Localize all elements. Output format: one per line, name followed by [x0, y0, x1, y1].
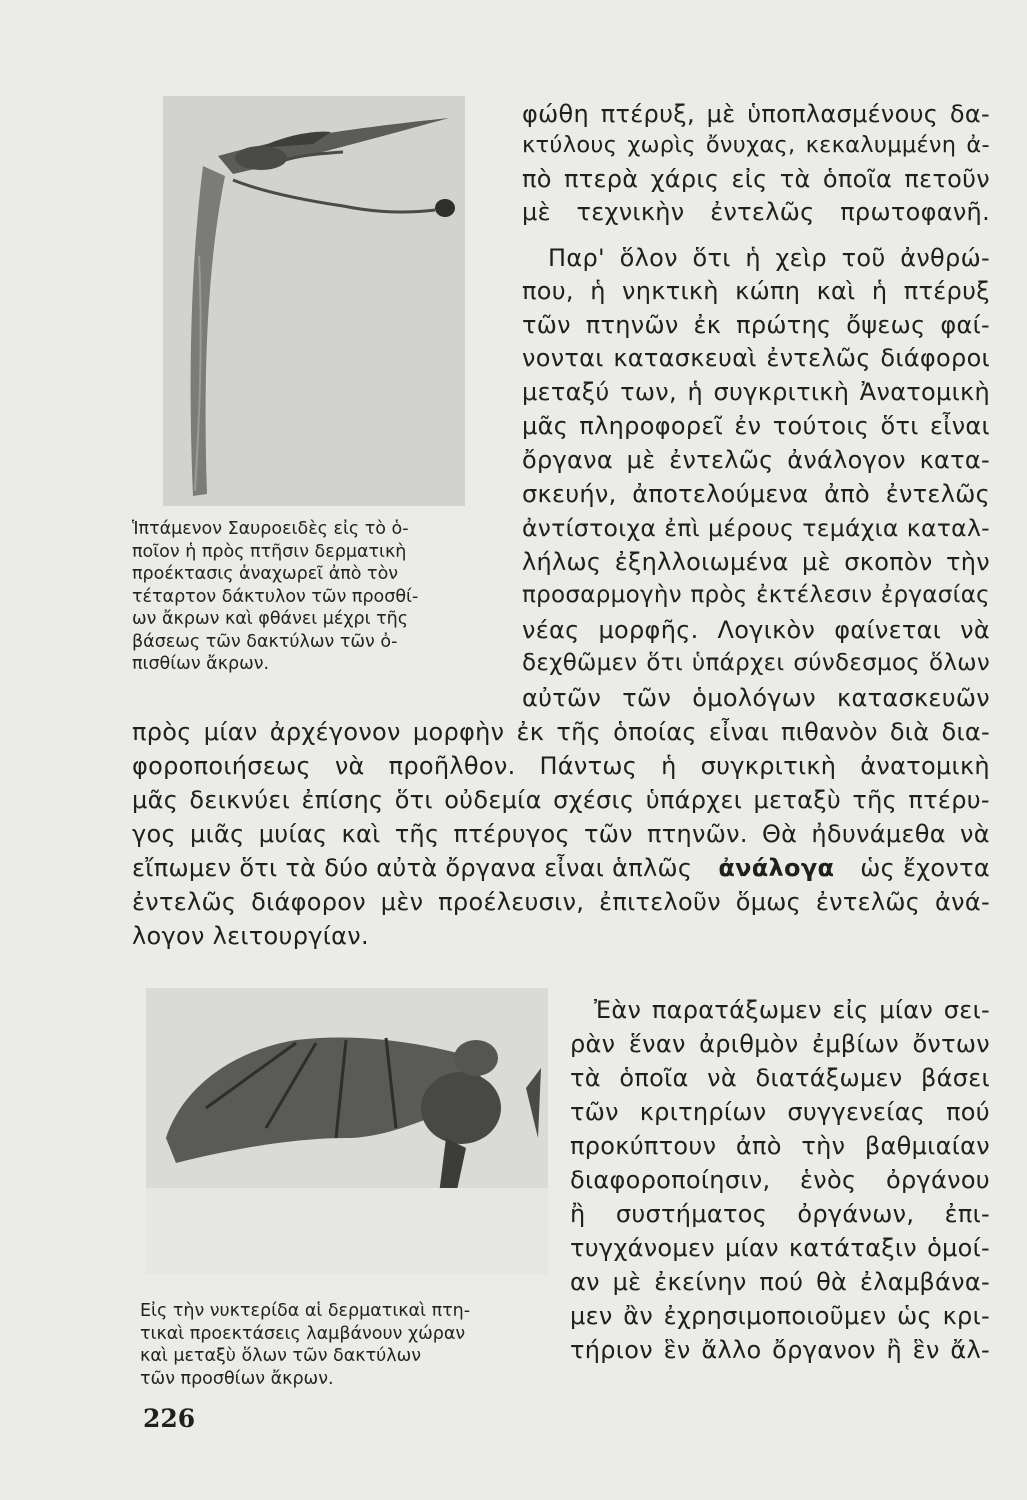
text-line — [570, 1064, 990, 1092]
word: ἓν — [912, 1336, 940, 1364]
word: ἡ — [871, 277, 888, 305]
word: Παρ' — [548, 244, 605, 272]
word: προέλευσιν, — [438, 888, 585, 916]
word: ἐντελῶς — [710, 198, 815, 226]
text-line — [522, 165, 990, 193]
word: ὄψεως — [846, 311, 926, 339]
word: ὁποῖα — [822, 165, 893, 193]
word: φαίνεται — [834, 616, 942, 644]
word: τῆς — [556, 718, 601, 746]
word: ἐπίσης — [301, 786, 384, 814]
word: διὰ — [889, 718, 930, 746]
word: ἐκ — [516, 718, 545, 746]
word: βαθμιαίαν — [864, 1132, 990, 1160]
word: συγκριτικὴ — [700, 752, 837, 780]
word: ὅτι — [646, 650, 683, 676]
text-line — [132, 888, 990, 916]
word: τὰ — [570, 1064, 601, 1092]
word: πιθανὸν — [781, 718, 878, 746]
word: ὑπάρχει — [645, 786, 743, 814]
word: μεταξὺ — [753, 786, 842, 814]
word: ἀποτελούμενα — [632, 480, 809, 508]
word: καὶ — [816, 277, 856, 305]
word: κατασκευῶν — [837, 684, 990, 712]
word: νὰ — [960, 820, 990, 848]
word: κτύλους — [522, 132, 618, 158]
text-line — [522, 198, 990, 226]
word: ὅλων — [928, 650, 990, 676]
word: τοῦ — [841, 244, 886, 272]
word: πὸ — [522, 165, 552, 193]
word: τυγχάνομεν — [570, 1234, 715, 1262]
word: χωρὶς — [627, 132, 696, 158]
word: τῆς — [394, 820, 440, 848]
word: ἡ — [687, 378, 703, 406]
word: συστήματος — [615, 1200, 768, 1228]
caption-line: προέκτασις ἀναχωρεῖ ἀπὸ τὸν — [132, 564, 399, 584]
word: νὰ — [334, 752, 365, 780]
word: διάφορον — [251, 888, 366, 916]
caption-line: Ἱπτάμενον Σαυροειδὲς εἰς τὸ ὁ- — [132, 519, 409, 539]
word: πτέρυγος — [453, 820, 570, 848]
word: παρατάξωμεν — [651, 996, 822, 1024]
word: ὄργανα — [522, 446, 613, 474]
word: τὴν — [801, 1132, 846, 1160]
word: ἐκείνην — [654, 1268, 747, 1296]
word: τῶν — [622, 684, 672, 712]
word: ἢ — [886, 1336, 902, 1364]
text-line — [570, 1268, 990, 1296]
word: ἀντίστοιχα — [522, 514, 657, 542]
word: μορφὴν — [412, 718, 505, 746]
word: ἐξηλλοιωμένα — [614, 548, 789, 576]
word: ὄνυχας, — [705, 132, 796, 158]
text-line — [522, 650, 990, 676]
word: κεκαλυμμένη — [805, 132, 957, 158]
word: κρι- — [942, 1302, 990, 1330]
word: μὲ — [626, 446, 656, 474]
text-line — [132, 786, 990, 814]
text-line — [570, 1132, 990, 1160]
word: ἡ — [661, 752, 677, 780]
word: Πάντως — [539, 752, 638, 780]
word: μὲ — [706, 100, 736, 128]
word: μὲ — [612, 1268, 642, 1296]
text-line — [522, 277, 990, 305]
word: φαί- — [940, 311, 990, 339]
word: μίαν — [203, 718, 258, 746]
word: ὁμοί- — [927, 1234, 990, 1262]
word: διατάξωμεν — [755, 1064, 903, 1092]
word: οὐδεμία — [444, 786, 542, 814]
text-line — [522, 311, 990, 339]
word: συγγενείας — [787, 1098, 926, 1126]
word: τῆς — [852, 786, 898, 814]
word: μυίας — [258, 820, 328, 848]
caption-line: ων ἄκρων καὶ φθάνει μέχρι τῆς — [132, 609, 408, 629]
text-line — [522, 582, 990, 608]
word: ὅμως — [735, 888, 802, 916]
word: χεὶρ — [775, 244, 827, 272]
text-line — [522, 548, 990, 576]
word: ὑποπλασμένους — [747, 100, 939, 128]
word: ὁποῖα — [619, 1064, 689, 1092]
word: ἐντελῶς — [132, 888, 237, 916]
pterosaur-figure — [163, 96, 465, 506]
word: πτέρυ- — [908, 786, 990, 814]
word: σκευήν, — [522, 480, 617, 508]
word: μᾶς — [522, 412, 569, 440]
word: μορφῆς. — [598, 616, 699, 644]
word: τὰ — [779, 165, 811, 193]
text-line — [132, 820, 990, 848]
word: ὑπάρχει — [691, 650, 785, 676]
word: ἐντελῶς — [885, 480, 990, 508]
word: Λογικὸν — [717, 616, 816, 644]
text-line — [522, 412, 990, 440]
word: κατάταξιν — [788, 1234, 918, 1262]
word: συγκριτικὴ — [713, 378, 850, 406]
word: ὅτι — [692, 244, 731, 272]
word: θὰ — [816, 1268, 848, 1296]
word: τεμάχια — [802, 514, 899, 542]
word: Ἀνατομικὴ — [859, 378, 990, 406]
word: σύνδεσμος — [793, 650, 921, 676]
word: νηκτικὴ — [622, 277, 719, 305]
word: γος — [132, 820, 176, 848]
word: πρὸς — [690, 582, 748, 608]
word: ἀ- — [966, 132, 990, 158]
caption-line: βάσεως τῶν δακτύλων τῶν ὀ- — [132, 631, 398, 652]
word: πρώτης — [736, 311, 832, 339]
word: καὶ — [341, 820, 381, 848]
text-line — [594, 996, 990, 1024]
word: μεταξύ — [522, 378, 610, 406]
word: εἰς — [731, 165, 768, 193]
text-line — [132, 854, 990, 882]
word: τὴν — [946, 548, 990, 576]
word: ἓν — [663, 1336, 691, 1364]
word: ἡ — [590, 277, 606, 305]
word: πτηνῶν. — [647, 820, 748, 848]
pterosaur-icon — [163, 96, 465, 506]
word: ἀνάλογον — [787, 446, 906, 474]
word: πληροφορεῖ — [579, 412, 724, 440]
word: διάφοροι — [880, 344, 990, 372]
word: ἢ — [570, 1200, 586, 1228]
word: πτέρυξ — [903, 277, 990, 305]
word: εἰς — [832, 996, 869, 1024]
word: ἀνά- — [935, 888, 990, 916]
word: των, — [620, 378, 677, 406]
pterosaur-caption — [132, 518, 484, 676]
word: πτέρυξ, — [600, 100, 695, 128]
word: πρωτοφανῆ. — [840, 198, 990, 226]
word: κατασκευαὶ — [613, 344, 757, 372]
text-line — [570, 1336, 990, 1364]
text-line — [522, 684, 990, 712]
word: ὀργάνων, — [797, 1200, 915, 1228]
word: ὁμολόγων — [692, 684, 816, 712]
word: ὡς — [897, 1302, 932, 1330]
word: σει- — [943, 996, 990, 1024]
caption-line: καὶ μεταξὺ ὅλων τῶν δακτύλων — [140, 1346, 422, 1366]
text-line — [522, 378, 990, 406]
text-segment: εἴπωμεν ὅτι τὰ δύο αὐτὰ ὄργανα εἶναι ἁπλῶς — [132, 854, 693, 882]
word: πού — [946, 1098, 990, 1126]
word: ἐπιτελοῦν — [599, 888, 721, 916]
word: ἀνατομικὴ — [860, 752, 990, 780]
word: τήριον — [570, 1336, 653, 1364]
word: που, — [522, 277, 574, 305]
word: Ἐὰν — [594, 996, 642, 1024]
word: ἐν — [734, 412, 762, 440]
word: ἄλλο — [701, 1336, 762, 1364]
word: νέας — [522, 616, 580, 644]
caption-line: τῶν προσθίων ἄκρων. — [140, 1368, 334, 1389]
word: χάρις — [650, 165, 720, 193]
word: δια- — [941, 718, 990, 746]
word: κατα- — [919, 446, 990, 474]
word: ἐχρησιμοποιοῦμεν — [663, 1302, 887, 1330]
word: ὅτι — [394, 786, 433, 814]
word: ἀπὸ — [824, 480, 871, 508]
word: ἀρχέγονον — [269, 718, 401, 746]
text-line — [522, 616, 990, 644]
word: δα- — [949, 100, 990, 128]
emphasized-term: ἀνάλογα — [718, 854, 835, 882]
word: ἀπὸ — [735, 1132, 782, 1160]
word: τεχνικὴν — [576, 198, 685, 226]
page-number: 226 — [143, 1404, 196, 1433]
word: εἶναι — [930, 412, 990, 440]
word: ἠδυνάμεθα — [811, 820, 946, 848]
word: κώπη — [735, 277, 801, 305]
word: φώθη — [522, 100, 590, 128]
word: πού — [759, 1268, 804, 1296]
word: τῶν — [584, 820, 633, 848]
caption-line: ποῖον ἡ πρὸς πτῆσιν δερματικὴ — [132, 541, 407, 562]
text-line — [132, 752, 990, 780]
word: ὁποίας — [613, 718, 697, 746]
word: μὲ — [802, 548, 831, 576]
word: πτηνῶν — [585, 311, 679, 339]
text-line — [522, 100, 990, 128]
word: ἐκ — [693, 311, 722, 339]
text-line — [570, 1200, 990, 1228]
word: φοροποιήσεως — [132, 752, 311, 780]
word: τῶν — [570, 1098, 619, 1126]
word: ὅλον — [619, 244, 678, 272]
caption-line: τέταρτον δάκτυλον τῶν προσθί- — [132, 586, 419, 607]
caption-line: τικαὶ προεκτάσεις λαμβάνουν χώραν — [140, 1323, 466, 1344]
word: ὄργανον — [772, 1336, 876, 1364]
word: ἀνθρώ- — [900, 244, 990, 272]
text-segment: ὡς ἔχοντα — [860, 854, 990, 882]
word: τῶν — [522, 311, 571, 339]
caption-line: πισθίων ἄκρων. — [132, 654, 270, 674]
word: ἐντελῶς — [669, 446, 774, 474]
word: αὐτῶν — [522, 684, 602, 712]
word: λήλως — [522, 548, 602, 576]
word: ὀργάνου — [885, 1166, 990, 1194]
word: προῆλθον. — [388, 752, 516, 780]
word: σκοπὸν — [844, 548, 933, 576]
text-line — [570, 1098, 990, 1126]
word: κριτηρίων — [639, 1098, 767, 1126]
word: ὅτι — [880, 412, 919, 440]
word: ἐκτέλεσιν — [756, 582, 873, 608]
text-line — [570, 1234, 990, 1262]
word: ἀριθμὸν — [699, 1030, 799, 1058]
word: ρὰν — [570, 1030, 616, 1058]
word: Θὰ — [761, 820, 798, 848]
text-line — [570, 1030, 990, 1058]
text-line — [570, 1166, 990, 1194]
word: ἐργασίας — [880, 582, 990, 608]
word: τούτοις — [772, 412, 870, 440]
word: εἶναι — [708, 718, 769, 746]
word: μίαν — [725, 1234, 779, 1262]
word: διαφοροποίησιν, — [570, 1166, 771, 1194]
text-line — [522, 480, 990, 508]
word: μιᾶς — [190, 820, 245, 848]
word: ἐντελῶς — [766, 344, 871, 372]
word: προσαρμογὴν — [522, 582, 682, 608]
word: νονται — [522, 344, 604, 372]
word: ἕναν — [628, 1030, 686, 1058]
text-line: λογον λειτουργίαν. — [132, 922, 369, 950]
caption-line: Εἰς τὴν νυκτερίδα αἱ δερματικαὶ πτη- — [140, 1301, 471, 1321]
bat-caption — [140, 1300, 524, 1390]
word: μὲν — [380, 888, 424, 916]
word: ἑνὸς — [800, 1166, 857, 1194]
word: νὰ — [707, 1064, 737, 1092]
word: προκύπτουν — [570, 1132, 717, 1160]
word: ἐπι- — [944, 1200, 990, 1228]
word: ἐλαμβάνα- — [859, 1268, 990, 1296]
word: πετοῦν — [904, 165, 990, 193]
word: μὲ — [522, 198, 551, 226]
bat-icon — [146, 988, 548, 1274]
bat-figure — [146, 988, 548, 1274]
text-line — [522, 446, 990, 474]
word: ἐπὶ — [664, 514, 700, 542]
word: ἂν — [623, 1302, 654, 1330]
word: μᾶς — [132, 786, 179, 814]
word: σχέσις — [553, 786, 635, 814]
word: μέρους — [708, 514, 795, 542]
word: πρὸς — [132, 718, 192, 746]
word: καταλ- — [906, 514, 990, 542]
text-line — [132, 718, 990, 746]
word: νὰ — [960, 616, 990, 644]
word: μίαν — [879, 996, 934, 1024]
text-line — [570, 1302, 990, 1330]
word: μεν — [570, 1302, 613, 1330]
word: ἄλ- — [950, 1336, 990, 1364]
text-line — [548, 244, 990, 272]
word: βάσει — [921, 1064, 990, 1092]
text-line — [522, 132, 990, 158]
word: δεχθῶμεν — [522, 650, 638, 676]
text-line — [522, 344, 990, 372]
word: ἐμβίων — [811, 1030, 899, 1058]
word: δεικνύει — [189, 786, 291, 814]
word: ἐντελῶς — [815, 888, 921, 916]
word: πτερὰ — [563, 165, 639, 193]
word: ὄντων — [912, 1030, 990, 1058]
text-line — [522, 514, 990, 542]
word: αν — [570, 1268, 600, 1296]
word: ἡ — [745, 244, 761, 272]
